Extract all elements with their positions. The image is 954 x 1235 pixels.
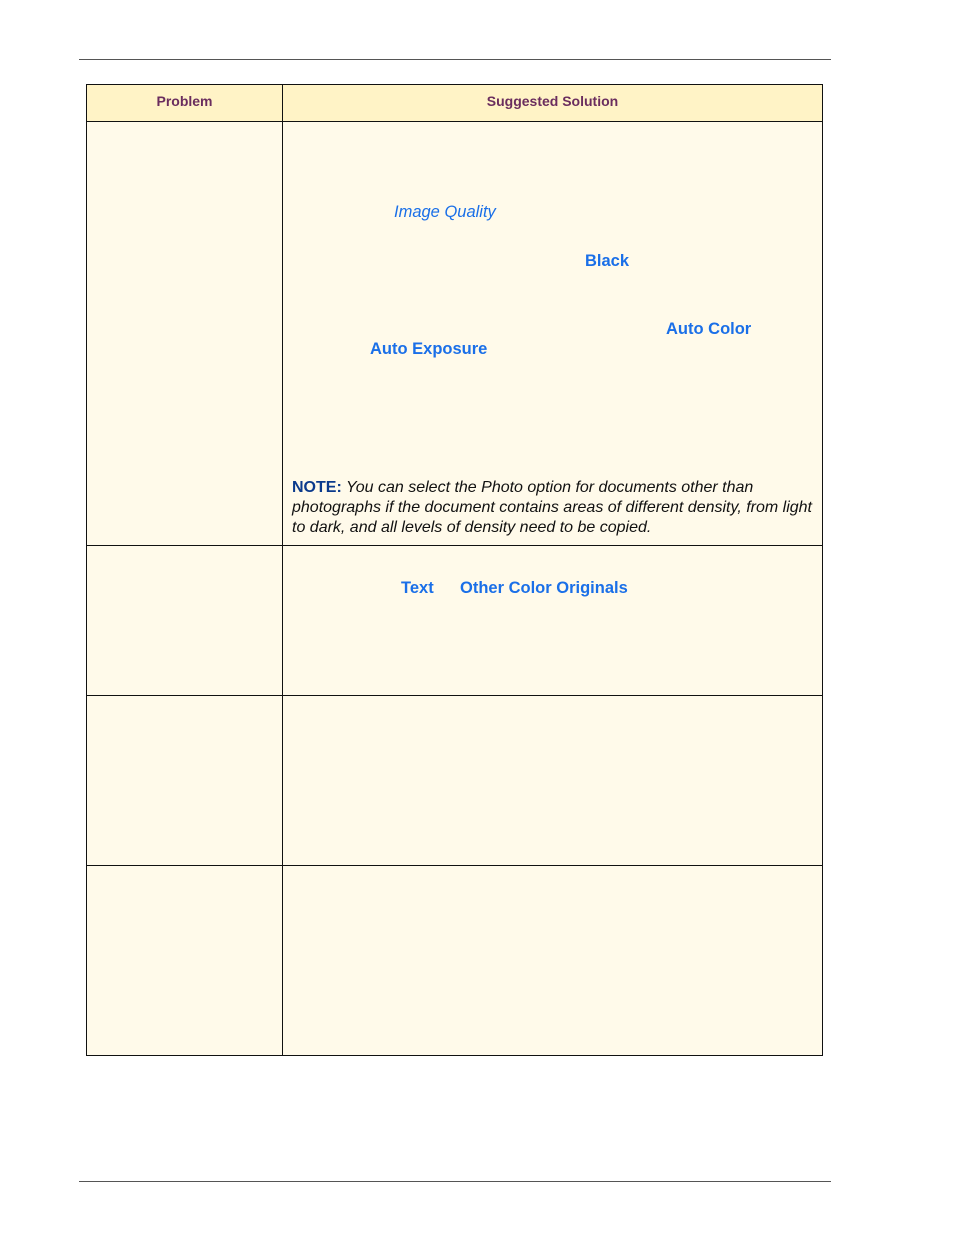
auto-exposure-option: Auto Exposure xyxy=(370,340,488,358)
auto-color-option: Auto Color xyxy=(666,320,752,338)
troubleshooting-table xyxy=(86,84,823,1056)
table-header xyxy=(87,85,822,122)
column-divider xyxy=(282,85,283,1055)
header-problem: Problem xyxy=(156,93,213,109)
black-option: Black xyxy=(585,252,630,270)
image-quality-link: Image Quality xyxy=(394,203,496,221)
note-text: You can select the Photo option for documents other than photographs if the document contains areas of different density, from light to dark, and all levels of density need to be copied. xyxy=(292,479,812,536)
row-divider xyxy=(87,865,822,866)
note-label: NOTE: xyxy=(292,479,342,496)
top-rule xyxy=(79,59,831,60)
row-divider xyxy=(87,695,822,696)
text-option: Text xyxy=(401,579,434,597)
header-suggested-solution: Suggested Solution xyxy=(486,93,619,109)
other-color-originals-option: Other Color Originals xyxy=(460,579,628,597)
row-divider xyxy=(87,545,822,546)
bottom-rule xyxy=(79,1181,831,1182)
note xyxy=(292,478,817,538)
